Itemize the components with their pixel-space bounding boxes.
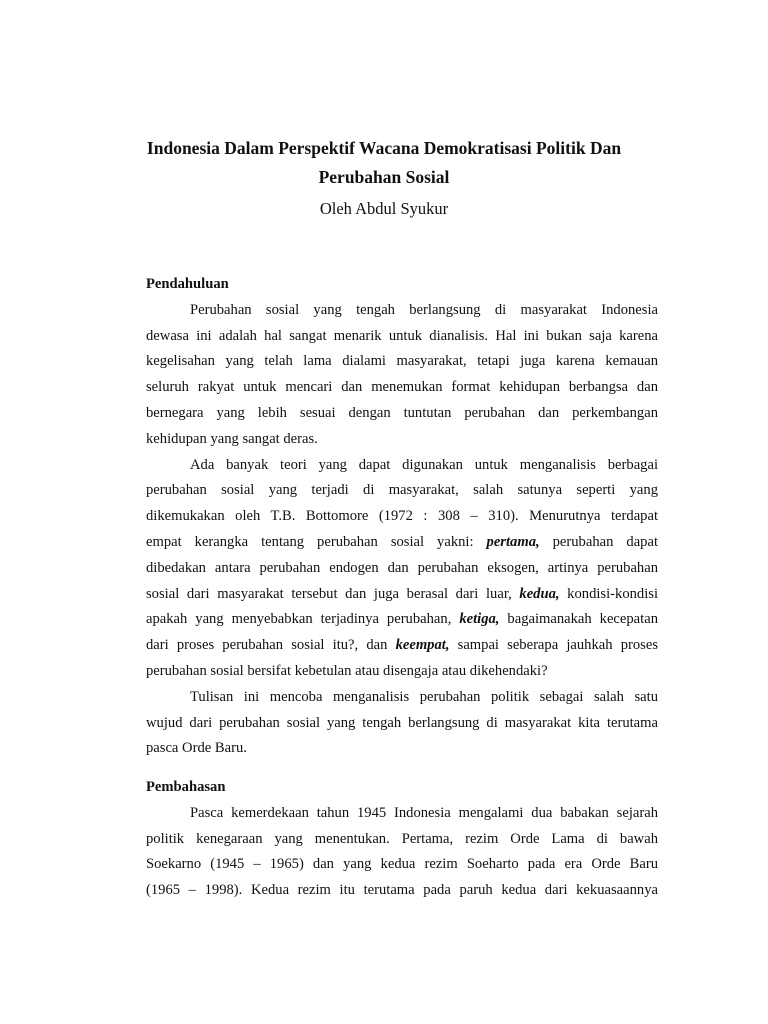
paragraph-discussion-1	[146, 801, 658, 904]
paragraph-line: Tulisan ini mencoba menganalisis perubahan politik sebagai salah satu	[190, 688, 658, 705]
paragraph-intro-2	[146, 453, 658, 685]
title-line-2: Perubahan Sosial	[318, 167, 450, 187]
section-discussion	[146, 775, 658, 904]
text-run: sampai seberapa jauhkah proses	[449, 637, 658, 654]
emphasis-ketiga: ketiga,	[459, 611, 500, 628]
paragraph-line: Ada banyak teori yang dapat digunakan untuk menganalisis berbagai	[190, 456, 658, 473]
paragraph-line: perubahan sosial yang terjadi di masyarakat, salah satunya seperti yang	[146, 482, 658, 499]
paragraph-line: dikemukakan oleh T.B. Bottomore (1972 : 308 – 310). Menurutnya terdapat	[146, 508, 658, 525]
paragraph-line	[146, 530, 658, 556]
title-line-1: Indonesia Dalam Perspektif Wacana Demokratisasi Politik Dan	[146, 138, 622, 158]
paragraph-line: Perubahan sosial yang tengah berlangsung di masyarakat Indonesia	[190, 301, 658, 318]
text-run: perubahan dapat	[539, 533, 658, 550]
emphasis-kedua: kedua,	[519, 585, 560, 602]
section-heading-introduction: Pendahuluan	[146, 276, 229, 292]
paragraph-line	[146, 633, 658, 659]
paragraph-line: kehidupan yang sangat deras.	[146, 430, 318, 447]
paragraph-line: kegelisahan yang telah lama dialami masyarakat, tetapi juga karena kemauan	[146, 353, 658, 370]
paragraph-line: dibedakan antara perubahan endogen dan perubahan eksogen, artinya perubahan	[146, 559, 658, 576]
paragraph-line: (1965 – 1998). Kedua rezim itu terutama pada paruh kedua dari kekuasaannya	[146, 882, 658, 899]
paragraph-line: wujud dari perubahan sosial yang tengah berlangsung di masyarakat kita terutama	[146, 714, 658, 731]
paragraph-line: politik kenegaraan yang menentukan. Pertama, rezim Orde Lama di bawah	[146, 830, 658, 847]
paragraph-line	[146, 582, 658, 608]
emphasis-keempat: keempat,	[395, 637, 450, 654]
emphasis-pertama: pertama,	[486, 533, 540, 550]
section-heading-discussion: Pembahasan	[146, 779, 226, 795]
text-run: bagaimanakah kecepatan	[499, 611, 658, 628]
text-run: apakah yang menyebabkan terjadinya perubahan,	[146, 611, 460, 628]
paragraph-line	[146, 607, 658, 633]
author-line: Oleh Abdul Syukur	[319, 199, 449, 218]
text-run: kondisi-kondisi	[559, 585, 658, 602]
paragraph-line: dewasa ini adalah hal sangat menarik untuk dianalisis. Hal ini bukan saja karena	[146, 327, 658, 344]
paragraph-line: seluruh rakyat untuk mencari dan menemukan format kehidupan berbangsa dan	[146, 379, 658, 396]
section-introduction	[146, 272, 658, 762]
text-run: empat kerangka tentang perubahan sosial yakni:	[146, 533, 487, 550]
paragraph-intro-1	[146, 298, 658, 453]
paragraph-line: bernegara yang lebih sesuai dengan tuntutan perubahan dan perkembangan	[146, 404, 658, 421]
text-run: sosial dari masyarakat tersebut dan juga berasal dari luar,	[146, 585, 520, 602]
paragraph-line: Soekarno (1945 – 1965) dan yang kedua rezim Soeharto pada era Orde Baru	[146, 856, 658, 873]
paragraph-line: pasca Orde Baru.	[146, 740, 247, 757]
paragraph-line: Pasca kemerdekaan tahun 1945 Indonesia mengalami dua babakan sejarah	[190, 804, 658, 821]
paragraph-line: perubahan sosial bersifat kebetulan atau disengaja atau dikehendaki?	[146, 662, 548, 679]
text-run: dari proses perubahan sosial itu?, dan	[146, 637, 396, 654]
paragraph-intro-3	[146, 685, 658, 762]
document-title	[100, 134, 668, 192]
